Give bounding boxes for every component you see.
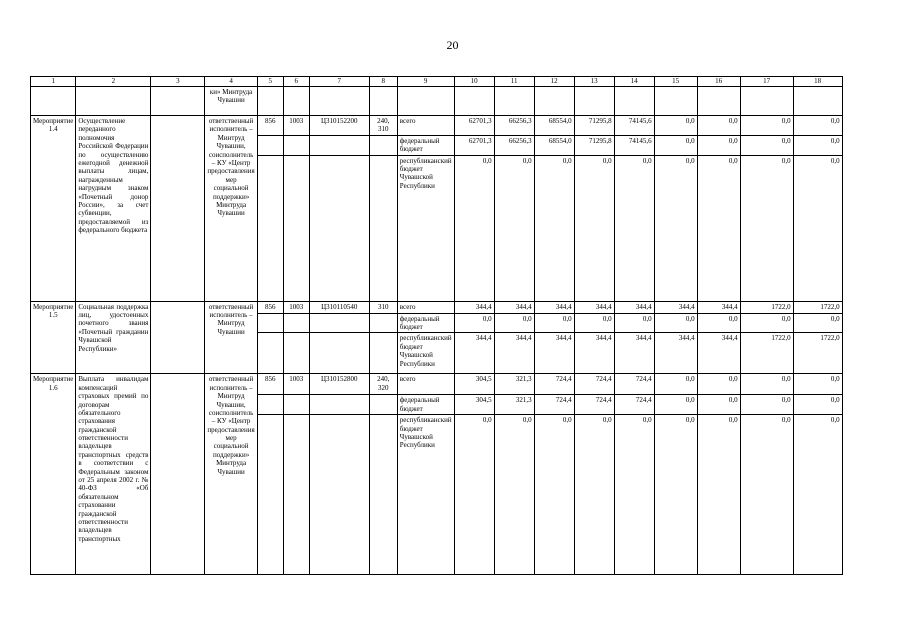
amount-cell: 62701,3	[454, 135, 494, 155]
rzpr-code: 1003	[283, 374, 309, 395]
column-number: 5	[257, 77, 283, 87]
amount-cell: 0,0	[740, 415, 793, 575]
amount-cell: 344,4	[534, 333, 574, 374]
amount-cell: 0,0	[654, 313, 697, 333]
column-number: 12	[534, 77, 574, 87]
column-number: 2	[76, 77, 151, 87]
empty-cell	[740, 87, 793, 116]
empty-cell	[257, 395, 283, 415]
amount-cell: 0,0	[574, 313, 614, 333]
amount-cell: 344,4	[494, 301, 534, 313]
rzpr-code: 1003	[283, 301, 309, 313]
empty-cell	[454, 87, 494, 116]
budget-table	[30, 76, 843, 575]
funding-source: республиканский бюджет Чувашской Республики	[397, 333, 454, 374]
amount-cell: 1722,0	[740, 333, 793, 374]
amount-cell: 0,0	[574, 155, 614, 301]
amount-cell: 66256,3	[494, 116, 534, 136]
amount-cell: 344,4	[454, 333, 494, 374]
carry-over-row	[31, 87, 843, 116]
vr-code: 240, 320	[369, 374, 397, 395]
empty-cell	[369, 87, 397, 116]
csr-code: Ц310110540	[309, 301, 369, 313]
column-number: 18	[793, 77, 842, 87]
amount-cell: 0,0	[654, 395, 697, 415]
table-row	[31, 374, 843, 395]
amount-cell: 344,4	[534, 301, 574, 313]
amount-cell: 0,0	[614, 155, 654, 301]
amount-cell: 0,0	[654, 116, 697, 136]
funding-source: федеральный бюджет	[397, 395, 454, 415]
empty-cell	[534, 87, 574, 116]
table-row	[31, 301, 843, 313]
amount-cell: 71295,8	[574, 116, 614, 136]
funding-source: федеральный бюджет	[397, 135, 454, 155]
funding-source: всего	[397, 116, 454, 136]
amount-cell: 68554,0	[534, 135, 574, 155]
csr-code: Ц310152200	[309, 116, 369, 136]
amount-cell: 344,4	[494, 333, 534, 374]
column-number: 17	[740, 77, 793, 87]
empty-cell	[76, 87, 151, 116]
grbs-code: 856	[257, 301, 283, 313]
amount-cell: 0,0	[740, 374, 793, 395]
amount-cell: 344,4	[614, 333, 654, 374]
column-number: 15	[654, 77, 697, 87]
empty-cell	[369, 333, 397, 374]
amount-cell: 304,5	[454, 374, 494, 395]
amount-cell: 344,4	[574, 301, 614, 313]
empty-cell	[309, 395, 369, 415]
empty-cell	[257, 313, 283, 333]
event-id: Мероприятие 1.5	[31, 301, 76, 374]
empty-cell	[283, 155, 309, 301]
empty-cell	[309, 87, 369, 116]
column-number: 13	[574, 77, 614, 87]
empty-cell	[369, 155, 397, 301]
amount-cell: 0,0	[654, 415, 697, 575]
amount-cell: 344,4	[654, 301, 697, 313]
amount-cell: 724,4	[534, 374, 574, 395]
empty-cell	[151, 374, 205, 575]
amount-cell: 0,0	[697, 374, 740, 395]
amount-cell: 0,0	[740, 135, 793, 155]
event-id: Мероприятие 1.6	[31, 374, 76, 575]
funding-source: республиканский бюджет Чувашской Республики	[397, 415, 454, 575]
responsible-cell: ки» Минтруда Чувашии	[205, 87, 257, 116]
rzpr-code: 1003	[283, 116, 309, 136]
grbs-code: 856	[257, 116, 283, 136]
column-number: 11	[494, 77, 534, 87]
event-description: Выплата инвалидам компенсаций страховых премий по договорам обязательного страхования гражданской ответственности владельцев транспортных средств в соответствии с Федеральным законом от 25 апреля 2002 г. № 40-ФЗ «Об обязательном страховании гражданской ответственности владельцев транспортных	[76, 374, 151, 575]
amount-cell: 0,0	[614, 415, 654, 575]
empty-cell	[654, 87, 697, 116]
funding-source: всего	[397, 301, 454, 313]
empty-cell	[31, 87, 76, 116]
amount-cell: 0,0	[740, 116, 793, 136]
amount-cell: 0,0	[697, 415, 740, 575]
funding-source: федеральный бюджет	[397, 313, 454, 333]
empty-cell	[257, 415, 283, 575]
event-id: Мероприятие 1.4	[31, 116, 76, 302]
empty-cell	[697, 87, 740, 116]
empty-cell	[151, 87, 205, 116]
amount-cell: 74145,6	[614, 116, 654, 136]
amount-cell: 0,0	[697, 395, 740, 415]
empty-cell	[369, 395, 397, 415]
amount-cell: 0,0	[454, 155, 494, 301]
vr-code: 310	[369, 301, 397, 313]
column-number: 16	[697, 77, 740, 87]
amount-cell: 0,0	[494, 155, 534, 301]
amount-cell: 0,0	[697, 116, 740, 136]
amount-cell: 0,0	[793, 395, 842, 415]
amount-cell: 344,4	[654, 333, 697, 374]
empty-cell	[309, 155, 369, 301]
empty-cell	[151, 301, 205, 374]
empty-cell	[369, 313, 397, 333]
event-description: Осуществление переданного полномочия Российской Федерации по осуществлению ежегодной денежной выплаты лицам, награжденным нагрудным знаком «Почетный донор России», за счет субвенции, предоставляемой из федерального бюджета	[76, 116, 151, 302]
csr-code: Ц310152800	[309, 374, 369, 395]
amount-cell: 0,0	[697, 135, 740, 155]
empty-cell	[283, 333, 309, 374]
amount-cell: 0,0	[793, 313, 842, 333]
empty-cell	[369, 415, 397, 575]
empty-cell	[494, 87, 534, 116]
amount-cell: 0,0	[654, 135, 697, 155]
amount-cell: 724,4	[574, 395, 614, 415]
amount-cell: 1722,0	[793, 333, 842, 374]
empty-cell	[309, 135, 369, 155]
amount-cell: 0,0	[740, 395, 793, 415]
amount-cell: 1722,0	[740, 301, 793, 313]
amount-cell: 0,0	[793, 116, 842, 136]
empty-cell	[793, 87, 842, 116]
column-number-row	[31, 77, 843, 87]
column-number: 7	[309, 77, 369, 87]
amount-cell: 71295,8	[574, 135, 614, 155]
responsible-cell: ответственный исполнитель – Минтруд Чувашии	[205, 301, 257, 374]
column-number: 9	[397, 77, 454, 87]
funding-source: всего	[397, 374, 454, 395]
amount-cell: 344,4	[454, 301, 494, 313]
amount-cell: 0,0	[494, 313, 534, 333]
responsible-cell: ответственный исполнитель – Минтруд Чувашии, соисполнитель – КУ «Центр предоставления мер социальной поддержки» Минтруда Чувашии	[205, 116, 257, 302]
column-number: 4	[205, 77, 257, 87]
amount-cell: 0,0	[614, 313, 654, 333]
table-row	[31, 116, 843, 136]
empty-cell	[283, 135, 309, 155]
empty-cell	[257, 135, 283, 155]
column-number: 3	[151, 77, 205, 87]
amount-cell: 0,0	[534, 415, 574, 575]
empty-cell	[257, 155, 283, 301]
amount-cell: 344,4	[697, 301, 740, 313]
amount-cell: 1722,0	[793, 301, 842, 313]
amount-cell: 0,0	[534, 313, 574, 333]
amount-cell: 344,4	[697, 333, 740, 374]
event-description: Социальная поддержка лиц, удостоенных почетного звания «Почетный гражданин Чувашской Республики»	[76, 301, 151, 374]
column-number: 6	[283, 77, 309, 87]
amount-cell: 0,0	[793, 135, 842, 155]
empty-cell	[614, 87, 654, 116]
empty-cell	[309, 415, 369, 575]
empty-cell	[309, 313, 369, 333]
amount-cell: 321,3	[494, 395, 534, 415]
empty-cell	[283, 395, 309, 415]
amount-cell: 68554,0	[534, 116, 574, 136]
empty-cell	[283, 415, 309, 575]
grbs-code: 856	[257, 374, 283, 395]
column-number: 8	[369, 77, 397, 87]
amount-cell: 0,0	[494, 415, 534, 575]
empty-cell	[283, 87, 309, 116]
page-number: 20	[446, 38, 459, 52]
amount-cell: 74145,6	[614, 135, 654, 155]
empty-cell	[369, 135, 397, 155]
empty-cell	[574, 87, 614, 116]
amount-cell: 62701,3	[454, 116, 494, 136]
empty-cell	[283, 313, 309, 333]
empty-cell	[257, 333, 283, 374]
amount-cell: 321,3	[494, 374, 534, 395]
amount-cell: 304,5	[454, 395, 494, 415]
amount-cell: 724,4	[534, 395, 574, 415]
column-number: 10	[454, 77, 494, 87]
amount-cell: 0,0	[534, 155, 574, 301]
amount-cell: 724,4	[614, 374, 654, 395]
amount-cell: 0,0	[454, 415, 494, 575]
amount-cell: 724,4	[574, 374, 614, 395]
amount-cell: 724,4	[614, 395, 654, 415]
empty-cell	[257, 87, 283, 116]
amount-cell: 0,0	[654, 155, 697, 301]
amount-cell: 344,4	[614, 301, 654, 313]
funding-source: республиканский бюджет Чувашской Республики	[397, 155, 454, 301]
column-number: 1	[31, 77, 76, 87]
amount-cell: 0,0	[793, 374, 842, 395]
amount-cell: 66256,3	[494, 135, 534, 155]
empty-cell	[309, 333, 369, 374]
responsible-cell: ответственный исполнитель – Минтруд Чувашии, соисполнитель – КУ «Центр предоставления мер социальной поддержки» Минтруда Чувашии	[205, 374, 257, 575]
amount-cell: 0,0	[574, 415, 614, 575]
amount-cell: 0,0	[697, 313, 740, 333]
amount-cell: 0,0	[793, 415, 842, 575]
vr-code: 240, 310	[369, 116, 397, 136]
amount-cell: 344,4	[574, 333, 614, 374]
amount-cell: 0,0	[793, 155, 842, 301]
amount-cell: 0,0	[740, 313, 793, 333]
column-number: 14	[614, 77, 654, 87]
amount-cell: 0,0	[697, 155, 740, 301]
empty-cell	[397, 87, 454, 116]
empty-cell	[151, 116, 205, 302]
amount-cell: 0,0	[654, 374, 697, 395]
amount-cell: 0,0	[740, 155, 793, 301]
amount-cell: 0,0	[454, 313, 494, 333]
